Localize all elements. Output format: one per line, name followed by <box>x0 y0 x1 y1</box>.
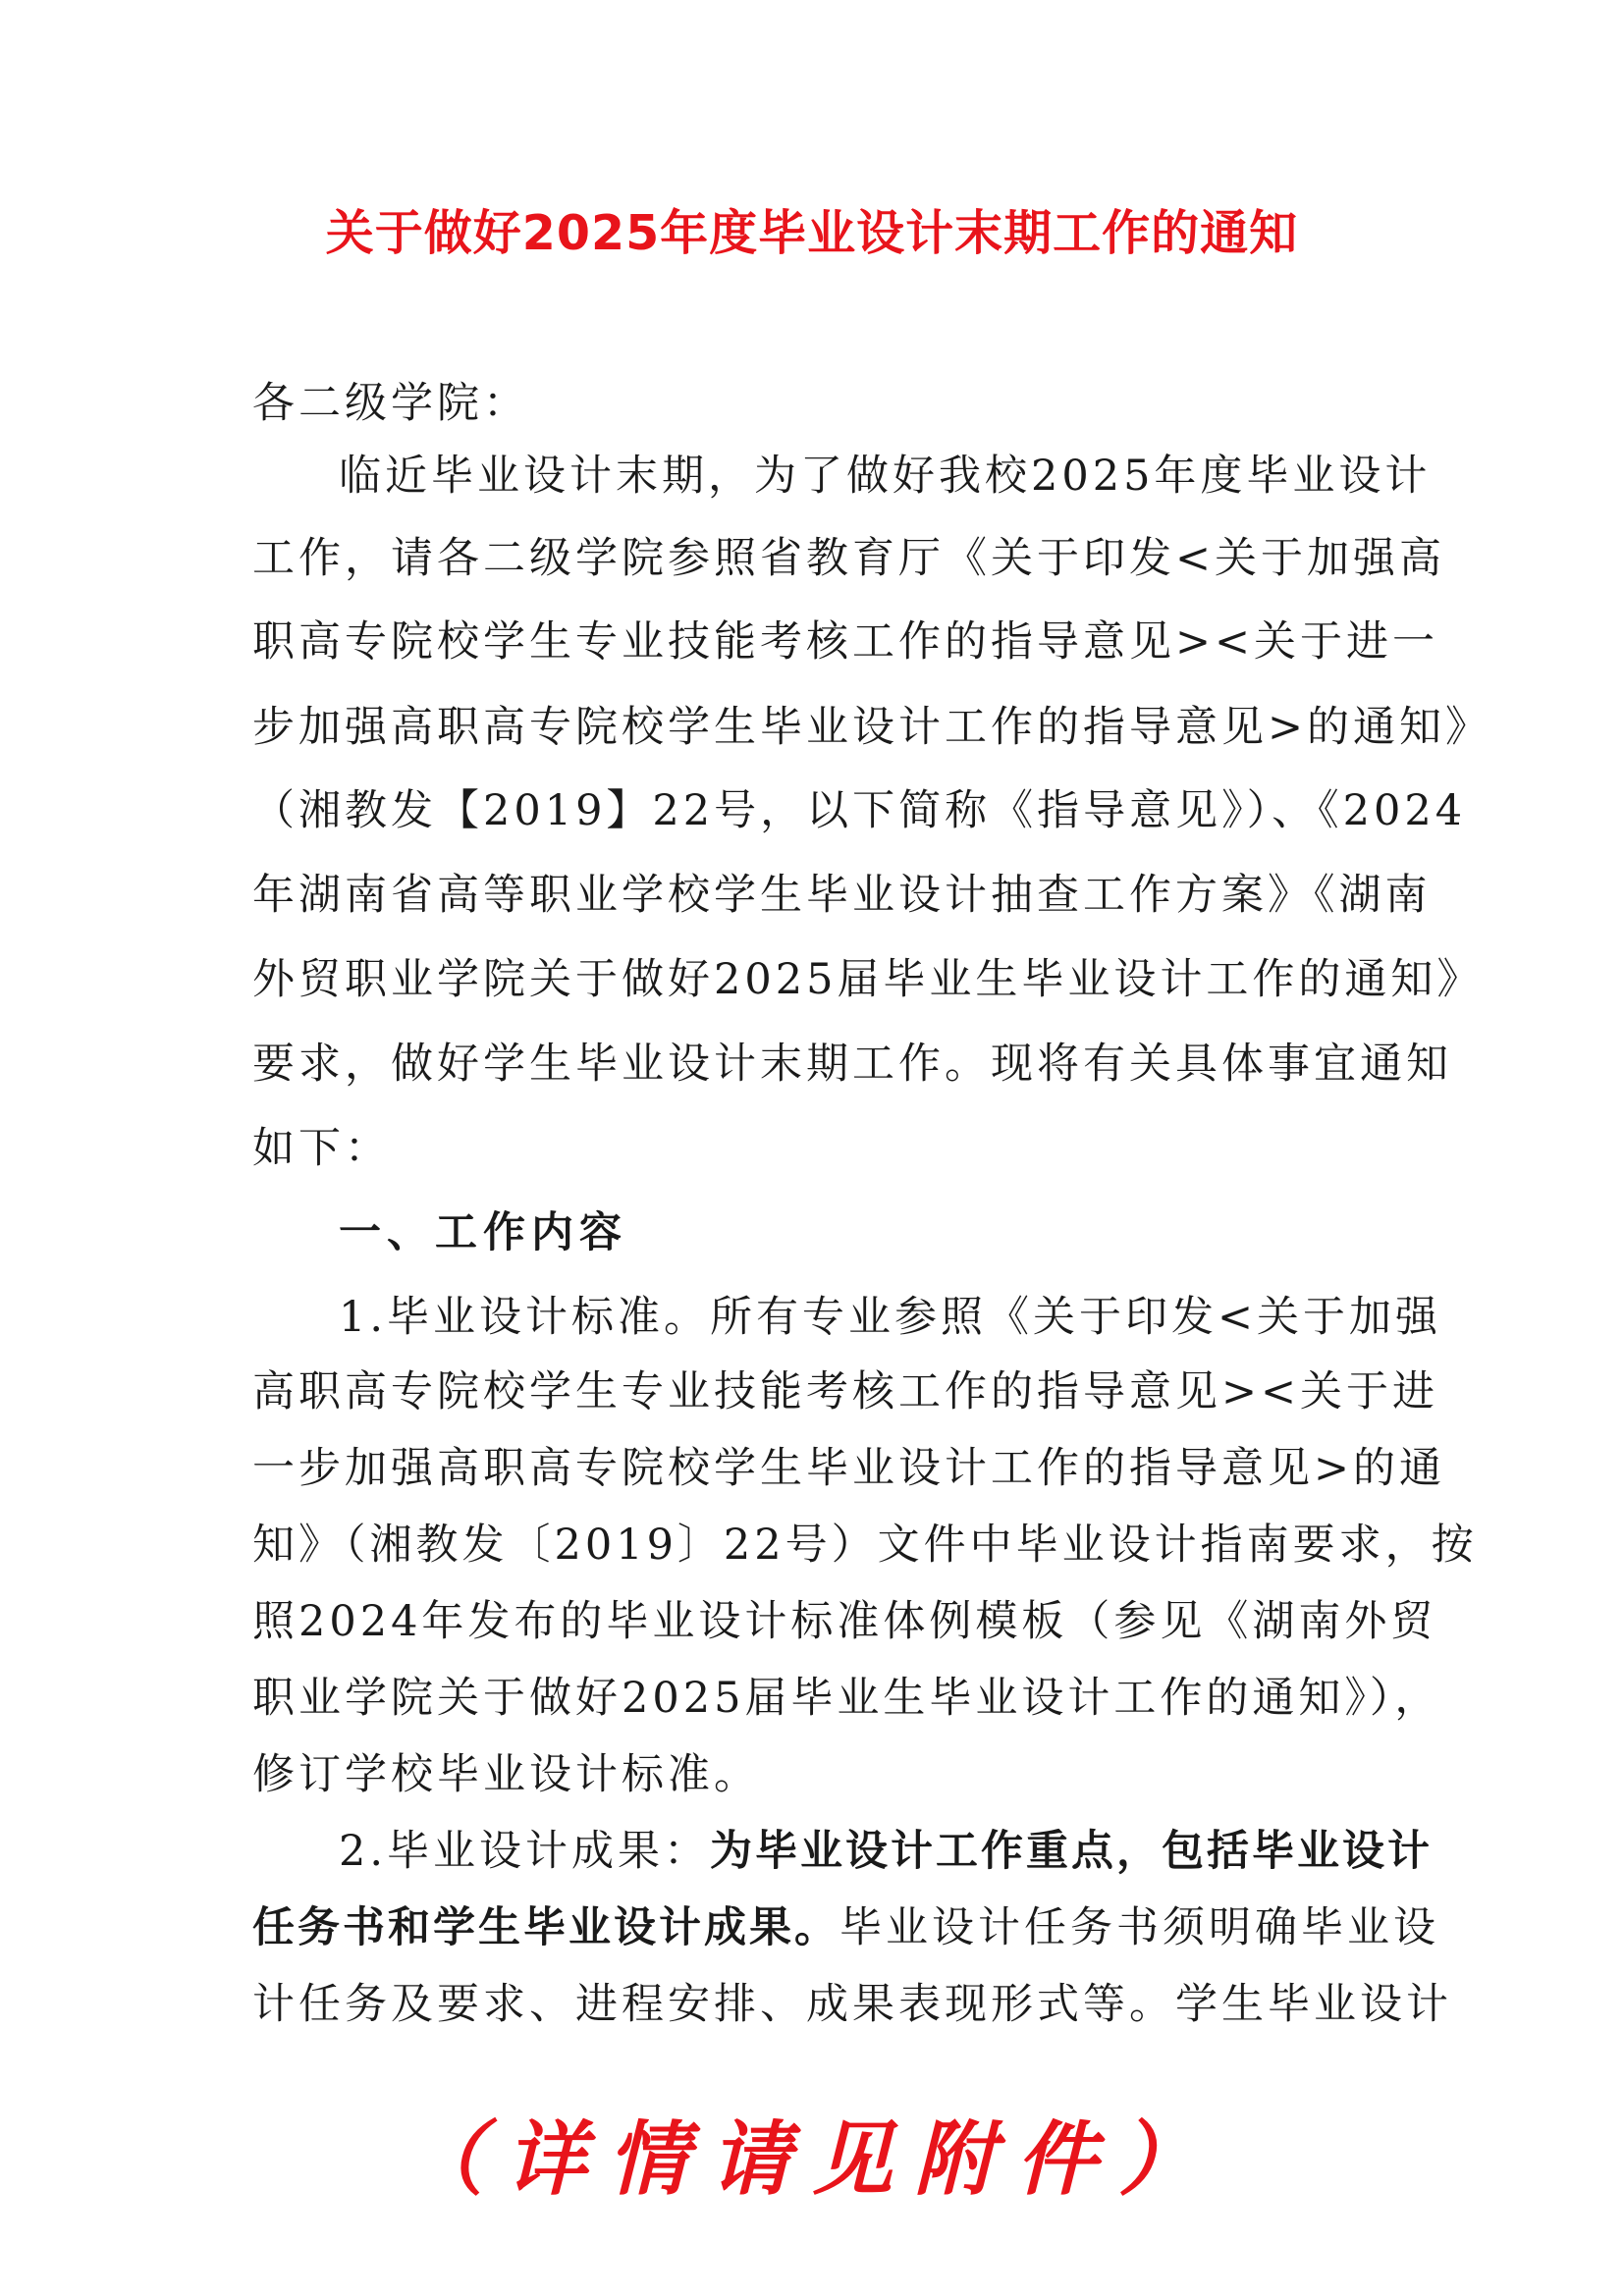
item2-emphasis-2: 任务书和学生毕业设计成果。 <box>252 1903 839 1952</box>
item2-line-1 <box>339 1824 1433 1879</box>
paragraph-line: （湘教发【2019】22号，以下简称《指导意见》）、《2024 <box>252 786 1467 835</box>
item2-rest: 毕业设计任务书须明确毕业设 <box>839 1903 1439 1952</box>
paragraph-line: 临近毕业设计末期，为了做好我校2025年度毕业设计 <box>339 452 1432 501</box>
item1-line: 一步加强高职高专院校学生毕业设计工作的指导意见>的通 <box>252 1444 1446 1493</box>
paragraph-line: 要求，做好学生毕业设计末期工作。现将有关具体事宜通知 <box>252 1040 1452 1089</box>
paragraph-line: 如下： <box>252 1124 391 1173</box>
item2-line-2 <box>252 1900 1439 1955</box>
salutation: 各二级学院： <box>252 379 529 428</box>
item2-prefix: 2.毕业设计成果： <box>339 1827 711 1876</box>
item2-emphasis-1: 为毕业设计工作重点，包括毕业设计 <box>710 1827 1434 1876</box>
item1-line: 职业学院关于做好2025届毕业生毕业设计工作的通知》）， <box>252 1674 1441 1723</box>
paragraph-line: 职高专院校学生专业技能考核工作的指导意见><关于进一 <box>252 617 1439 667</box>
paragraph-line: 外贸职业学院关于做好2025届毕业生毕业设计工作的通知》 <box>252 955 1484 1004</box>
section-heading: 一、工作内容 <box>339 1208 627 1257</box>
item1-line: 知》（湘教发〔2019〕22号）文件中毕业设计指南要求，按 <box>252 1521 1478 1570</box>
item1-line: 照2024年发布的毕业设计标准体例模板（参见《湖南外贸 <box>252 1597 1437 1646</box>
paragraph-line: 步加强高职高专院校学生毕业设计工作的指导意见>的通知》 <box>252 703 1492 752</box>
item2-line-3: 计任务及要求、进程安排、成果表现形式等。学生毕业设计 <box>252 1980 1452 2029</box>
item1-line: 1.毕业设计标准。所有专业参照《关于印发<关于加强 <box>339 1293 1442 1342</box>
paragraph-line: 工作，请各二级学院参照省教育厅《关于印发<关于加强高 <box>252 534 1446 583</box>
paragraph-line: 年湖南省高等职业学校学生毕业设计抽查工作方案》《湖南 <box>252 871 1432 920</box>
item1-line: 高职高专院校学生专业技能考核工作的指导意见><关于进 <box>252 1367 1439 1416</box>
document-title: 关于做好2025年度毕业设计末期工作的通知 <box>325 205 1299 261</box>
item1-line: 修订学校毕业设计标准。 <box>252 1750 760 1799</box>
see-attachment-note: （详情请见附件） <box>404 2112 1220 2207</box>
